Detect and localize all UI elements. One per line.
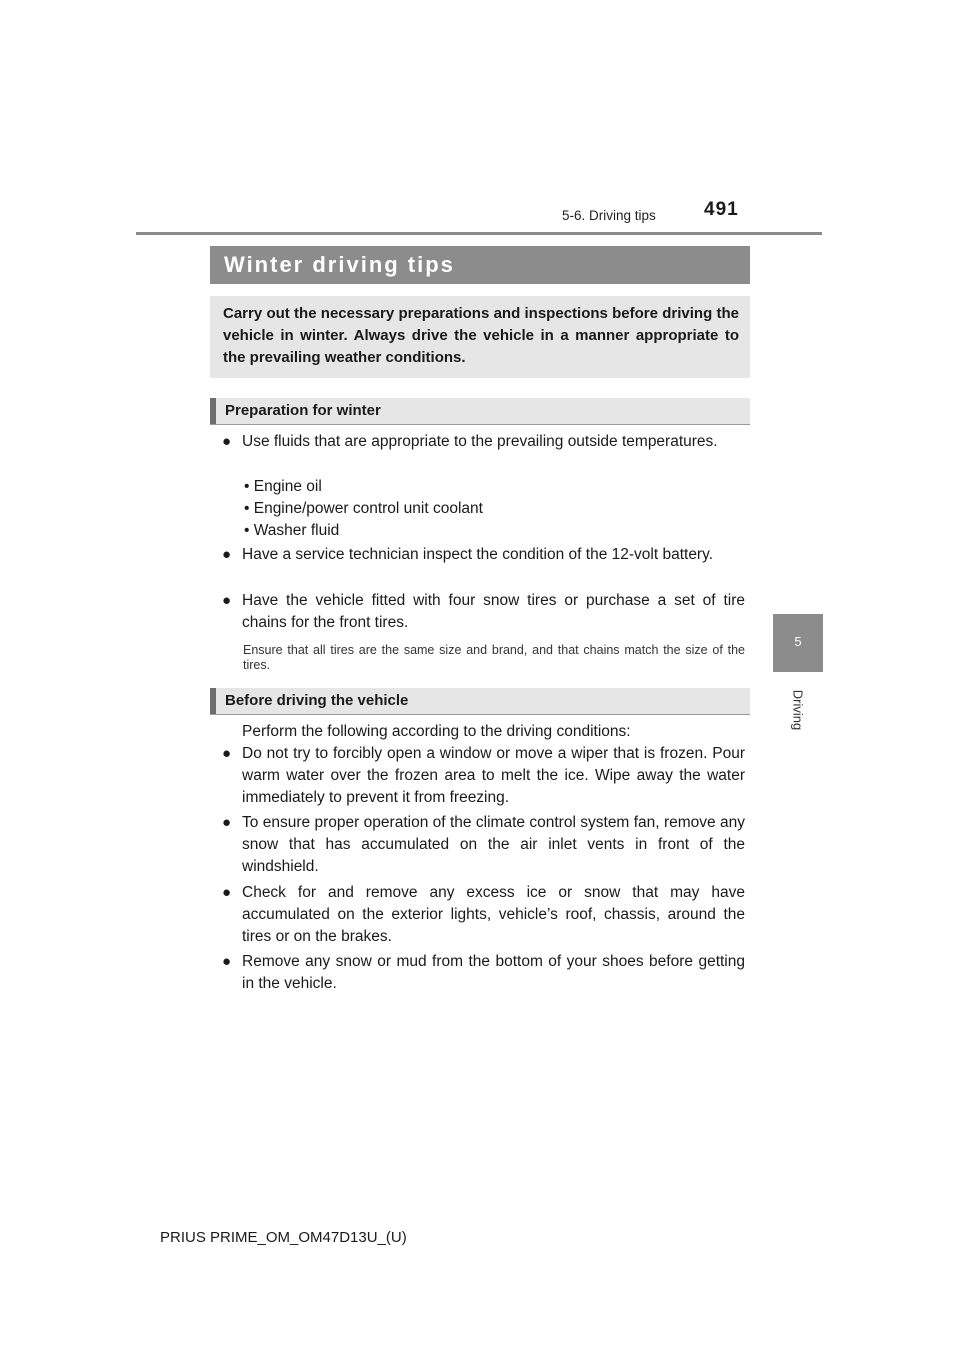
section-heading-label: Before driving the vehicle bbox=[225, 692, 409, 709]
list-item-text: Do not try to forcibly open a window or move a wiper that is frozen. Pour warm water over the frozen area to melt the ice. Wipe away the water immediately to prevent it from freezing. bbox=[242, 745, 745, 806]
page-header bbox=[0, 0, 960, 240]
chapter-label-text: Driving bbox=[790, 689, 806, 731]
page-number: 491 bbox=[704, 199, 739, 220]
heading-marker bbox=[210, 398, 216, 424]
header-rule bbox=[136, 232, 822, 235]
section-label: 5-6. Driving tips bbox=[562, 208, 656, 223]
bullet-icon: ● bbox=[222, 546, 232, 563]
list-item bbox=[222, 431, 745, 453]
list-item-text: Have a service technician inspect the condition of the 12-volt battery. bbox=[242, 546, 714, 563]
chapter-tab bbox=[773, 614, 823, 672]
bullet-icon: ● bbox=[222, 592, 232, 609]
chapter-number: 5 bbox=[794, 634, 802, 649]
note-text: Ensure that all tires are the same size and brand, and that chains match the size of the tires. bbox=[243, 643, 745, 672]
list-item bbox=[222, 590, 745, 634]
list-item-text: Use fluids that are appropriate to the prevailing outside temperatures. bbox=[242, 433, 718, 450]
bullet-icon: ● bbox=[222, 433, 232, 450]
list-item-text: To ensure proper operation of the climate control system fan, remove any snow that has accumulated on the air inlet vents in front of the windshield. bbox=[242, 814, 745, 875]
list-item-text: Have the vehicle fitted with four snow tires or purchase a set of tire chains for the front tires. bbox=[242, 592, 745, 631]
page-title-bar bbox=[210, 246, 750, 284]
sub-item: • Washer fluid bbox=[244, 522, 340, 539]
section-heading-preparation bbox=[210, 398, 750, 425]
intro-box bbox=[210, 296, 750, 378]
section-heading-before-driving bbox=[210, 688, 750, 715]
list-item-text: Check for and remove any excess ice or snow that may have accumulated on the exterior lights, vehicle’s roof, chassis, around the tires or on the brakes. bbox=[242, 884, 745, 945]
intro-text: Carry out the necessary preparations and inspections before driving the vehicle in winter. Always drive the vehicle in a manner appropriate to the prevailing weather conditions. bbox=[223, 305, 739, 366]
list-item bbox=[222, 951, 745, 995]
section-heading-label: Preparation for winter bbox=[225, 402, 381, 419]
list-item bbox=[222, 812, 745, 878]
bullet-icon: ● bbox=[222, 745, 232, 762]
list-item bbox=[222, 544, 745, 566]
chapter-label bbox=[790, 680, 806, 740]
lead-text: Perform the following according to the driving conditions: bbox=[242, 723, 631, 740]
list-item-text: Remove any snow or mud from the bottom of your shoes before getting in the vehicle. bbox=[242, 953, 745, 992]
list-item bbox=[222, 882, 745, 948]
bullet-icon: ● bbox=[222, 814, 232, 831]
heading-marker bbox=[210, 688, 216, 714]
page-title: Winter driving tips bbox=[224, 252, 455, 277]
sub-item: • Engine/power control unit coolant bbox=[244, 500, 483, 517]
list-item bbox=[222, 743, 745, 809]
bullet-icon: ● bbox=[222, 884, 232, 901]
bullet-icon: ● bbox=[222, 953, 232, 970]
footer-document-code: PRIUS PRIME_OM_OM47D13U_(U) bbox=[160, 1229, 407, 1246]
sub-item: • Engine oil bbox=[244, 478, 322, 495]
